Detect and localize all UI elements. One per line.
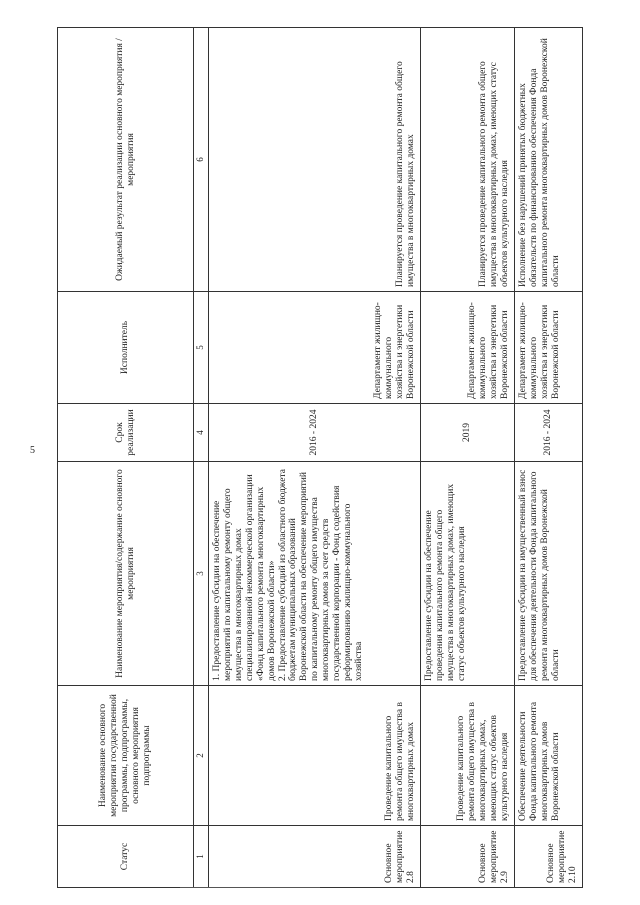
page-number: 5 (30, 445, 35, 456)
row-term: 2019 (421, 404, 515, 462)
row-name: Обеспечение деятельности Фонда капитального ремонта многоквартирных домов Воронежской области (515, 686, 583, 826)
row-term: 2016 - 2024 (209, 404, 421, 462)
header-term: Срок реализации (58, 404, 194, 462)
row-executor: Департамент жилищно-коммунального хозяйства и энергетики Воронежской области (209, 292, 421, 404)
row-name: Проведение капитального ремонта общего имущества в многоквартирных домах (209, 686, 421, 826)
row-content: Предоставление субсидии на обеспечение проведения капитального ремонта общего имущества в многоквартирных домах, имеющих статус объектов культурного наследия (421, 462, 515, 686)
row-content: 1. Предоставление субсидии на обеспечение мероприятий по капитальному ремонту общего имущества в многоквартирных домах специализированной некоммерческой организации «Фонд капитального ремонта многоквартирных домов Воронежской области» 2. Предоставление субсидий из областного бюджета бюджетам муниципальных образований Воронежской области на обеспечение мероприятий по капитальному ремонту общего имущества многоквартирных домов за счет средств государственной корпорации - Фонд содействия реформированию жилищно-коммунального хозяйства (209, 462, 421, 686)
row-status: Основное мероприятие 2.10 (515, 826, 583, 888)
column-number: 5 (194, 292, 209, 404)
row-status: Основное мероприятие 2.8 (209, 826, 421, 888)
row-result: Исполнение без нарушений принятых бюджетных обязательств по финансированию обеспечения Фонда капитального ремонта многоквартирных домов Воронежской области (515, 28, 583, 292)
column-number: 3 (194, 462, 209, 686)
header-status: Статус (58, 826, 194, 888)
rotated-table-container (57, 28, 583, 888)
events-table (57, 27, 583, 888)
column-number: 6 (194, 28, 209, 292)
header-event-content: Наименование мероприятия/содержание основного мероприятия (58, 462, 194, 686)
table-row (421, 28, 515, 888)
column-number: 4 (194, 404, 209, 462)
row-executor: Департамент жилищно-коммунального хозяйства и энергетики Воронежской области (421, 292, 515, 404)
row-result: Планируется проведение капитального ремонта общего имущества в многоквартирных домах, имеющих статус объектов культурного наследия (421, 28, 515, 292)
header-program-name: Наименование основного мероприятия государственной программы, подпрограммы, основного мероприятия подпрограммы (58, 686, 194, 826)
row-term: 2016 - 2024 (515, 404, 583, 462)
header-result: Ожидаемый результат реализации основного мероприятия /мероприятия (58, 28, 194, 292)
row-name: Проведение капитального ремонта общего имущества в многоквартирных домах, имеющих статус объектов культурного наследия (421, 686, 515, 826)
column-number: 2 (194, 686, 209, 826)
header-executor: Исполнитель (58, 292, 194, 404)
table-row (209, 28, 421, 888)
header-row (58, 28, 194, 888)
row-executor: Департамент жилищно-коммунального хозяйства и энергетики Воронежской области (515, 292, 583, 404)
bottom-rule (180, 887, 320, 888)
column-numbers-row (194, 28, 209, 888)
table-row (515, 28, 583, 888)
row-result: Планируется проведение капитального ремонта общего имущества в многоквартирных домах (209, 28, 421, 292)
row-content: Предоставление субсидии на имущественный взнос для обеспечения деятельности Фонда капитального ремонта многоквартирных домов Воронежской области (515, 462, 583, 686)
row-status: Основное мероприятие 2.9 (421, 826, 515, 888)
column-number: 1 (194, 826, 209, 888)
